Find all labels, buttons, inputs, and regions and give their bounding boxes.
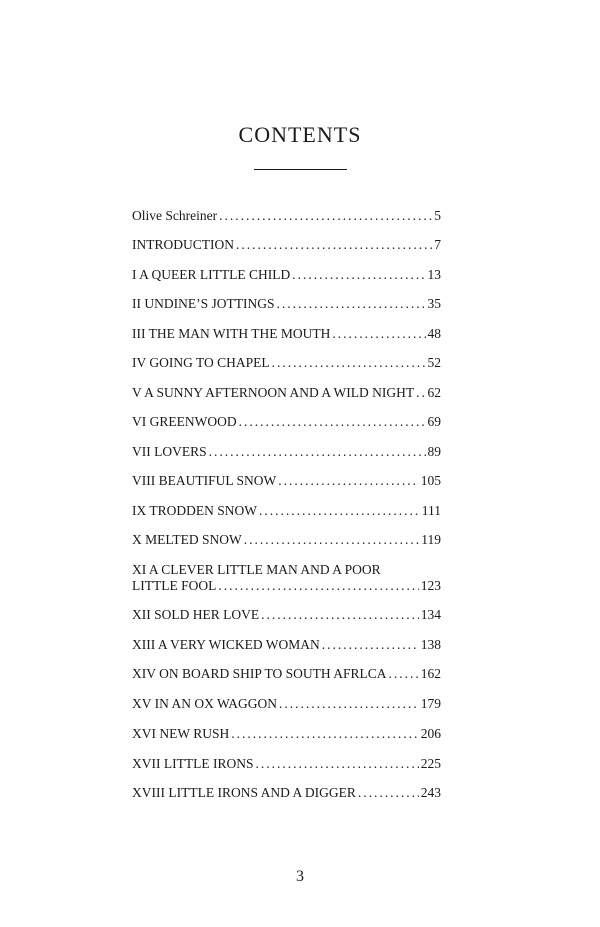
toc-entry-page: 206 (420, 726, 441, 741)
toc-entry-label: XVII LITTLE IRONS (132, 756, 254, 771)
leader-dots (219, 208, 432, 224)
toc-entry[interactable] (132, 666, 441, 682)
toc-entry-page: 179 (420, 696, 441, 711)
page-title: CONTENTS (238, 122, 362, 147)
toc-entry[interactable] (132, 237, 441, 253)
leader-dots (218, 578, 418, 594)
toc-entry[interactable] (132, 637, 441, 653)
leader-dots (292, 267, 425, 283)
leader-dots (279, 696, 419, 712)
toc-entry-page: 35 (427, 296, 441, 311)
toc-entry[interactable] (132, 696, 441, 712)
leader-dots (276, 296, 425, 312)
toc-entry-label: VI GREENWOOD (132, 414, 237, 429)
leader-dots (322, 637, 419, 653)
toc-entry-page: 162 (420, 666, 441, 681)
toc-entry-page: 5 (434, 208, 441, 223)
toc-entry[interactable] (132, 726, 441, 742)
toc-entry-label: III THE MAN WITH THE MOUTH (132, 326, 331, 341)
toc-entry-label-line1: XI A CLEVER LITTLE MAN AND A POOR (132, 562, 381, 577)
toc-entry-label: X MELTED SNOW (132, 532, 242, 547)
toc-entry-label: XIV ON BOARD SHIP TO SOUTH AFRLCA (132, 666, 387, 681)
toc-entry-page: 243 (420, 785, 441, 800)
toc-entry-page: 52 (427, 355, 441, 370)
toc-entry-label: XIII A VERY WICKED WOMAN (132, 637, 320, 652)
toc-entry[interactable] (132, 355, 441, 371)
toc-entry[interactable] (132, 326, 441, 342)
toc-entry-label: XVI NEW RUSH (132, 726, 230, 741)
toc-entry-page: 105 (420, 473, 441, 488)
leader-dots (272, 355, 426, 371)
leader-dots (261, 607, 419, 623)
toc-entry[interactable] (132, 444, 441, 460)
leader-dots (239, 414, 426, 430)
leader-dots (358, 785, 419, 801)
toc-entry-label: INTRODUCTION (132, 237, 234, 252)
toc-entry-page: 134 (420, 607, 441, 622)
toc-entry-label: IX TRODDEN SNOW (132, 503, 257, 518)
leader-dots (209, 444, 426, 460)
leader-dots (231, 726, 419, 742)
toc-entry-label: XVIII LITTLE IRONS AND A DIGGER (132, 785, 356, 800)
toc-entry-page: 62 (427, 385, 441, 400)
toc-entry-label: VIII BEAUTIFUL SNOW (132, 473, 277, 488)
toc-entry-label: LITTLE FOOL (132, 578, 217, 593)
leader-dots (255, 756, 418, 772)
toc-entry[interactable] (132, 473, 441, 489)
toc-entry[interactable] (132, 532, 441, 548)
toc-entry-label: I A QUEER LITTLE CHILD (132, 267, 291, 282)
leader-dots (259, 503, 420, 519)
leader-dots (244, 532, 420, 548)
leader-dots (236, 237, 432, 253)
toc-entry-label: IV GOING TO CHAPEL (132, 355, 270, 370)
page-number: 3 (296, 868, 304, 885)
toc-entry[interactable] (132, 756, 441, 772)
leader-dots (278, 473, 419, 489)
toc-entry-label: Olive Schreiner (132, 208, 218, 223)
toc-entry[interactable] (132, 296, 441, 312)
toc-entry-label: XV IN AN OX WAGGON (132, 696, 277, 711)
toc-entry-page: 225 (420, 756, 441, 771)
toc-entry-page: 13 (427, 267, 441, 282)
leader-dots (416, 385, 425, 401)
leader-dots (332, 326, 425, 342)
toc-entry-page: 69 (427, 414, 441, 429)
toc-entry-page: 89 (427, 444, 441, 459)
leader-dots (389, 666, 419, 682)
toc-entry[interactable] (132, 785, 441, 801)
toc-entry-label: II UNDINE’S JOTTINGS (132, 296, 275, 311)
toc-entry[interactable] (132, 414, 441, 430)
toc-entry-page: 48 (427, 326, 441, 341)
toc-entry[interactable] (132, 385, 441, 401)
toc-entry[interactable] (132, 267, 441, 283)
toc-entry-page: 7 (434, 237, 441, 252)
toc-entry[interactable] (132, 208, 441, 224)
toc-entry-label: XII SOLD HER LOVE (132, 607, 260, 622)
toc-entry[interactable] (132, 503, 441, 519)
toc-entry-page: 138 (420, 637, 441, 652)
toc-entry-label: V A SUNNY AFTERNOON AND A WILD NIGHT (132, 385, 415, 400)
toc-entry-page: 111 (421, 503, 441, 518)
toc-entry-page: 119 (421, 532, 441, 547)
toc-entry-label: VII LOVERS (132, 444, 207, 459)
toc-entry[interactable] (132, 607, 441, 623)
toc-entry[interactable] (132, 562, 441, 594)
toc-entry-page: 123 (420, 578, 441, 593)
